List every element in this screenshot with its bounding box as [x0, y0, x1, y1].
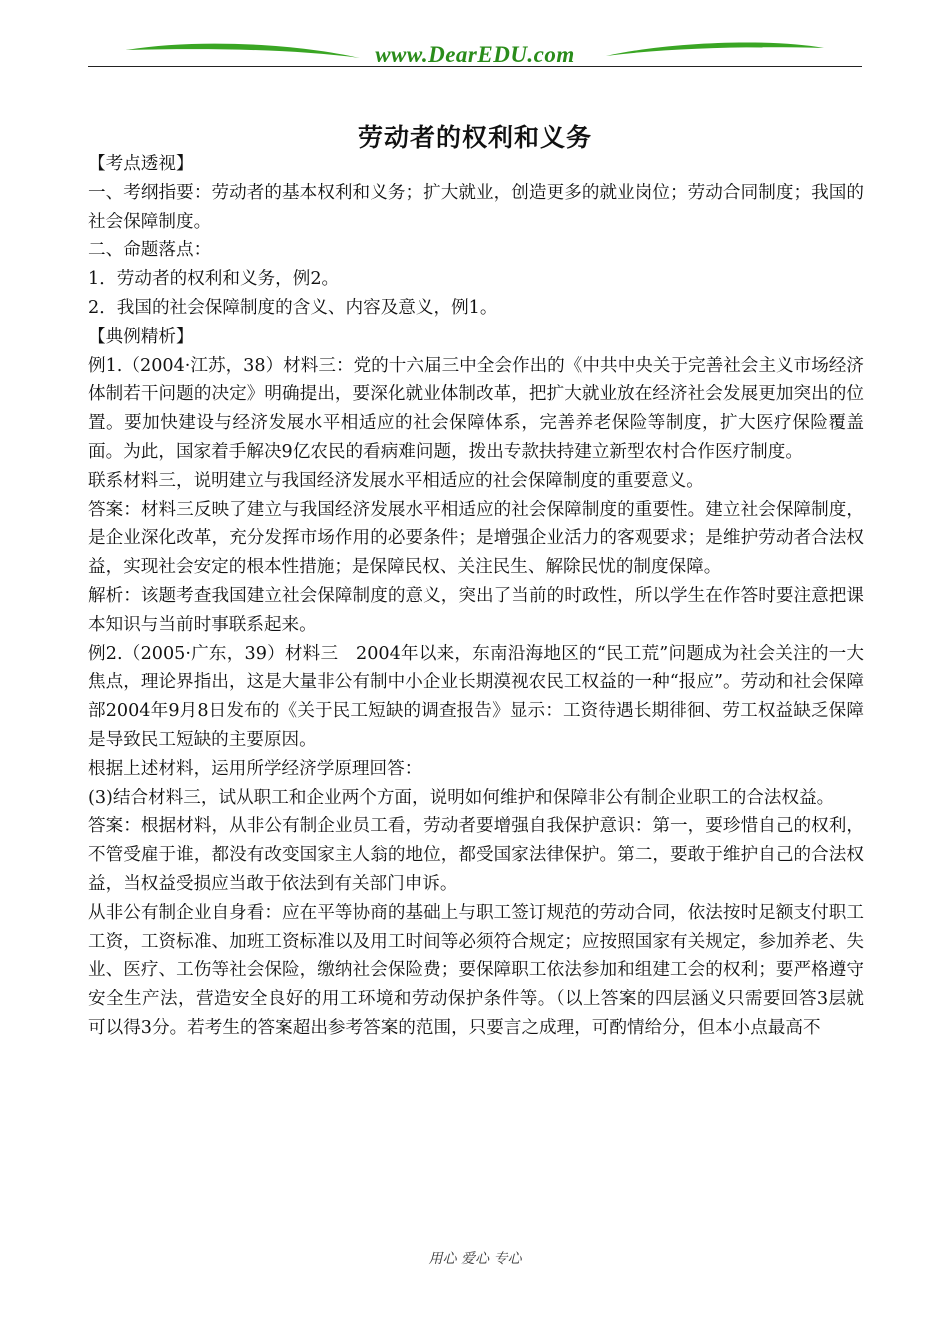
paragraph: 答案：根据材料，从非公有制企业员工看，劳动者要增强自我保护意识：第一，要珍惜自己的权利，不管受雇于谁，都没有改变国家主人翁的地位，都受国家法律保护。第二，要敢于维护自己的合法权益，当权益受损应当敢于依法到有关部门申诉。: [88, 816, 864, 894]
paragraph: 例2.（2005·广东，39）材料三 2004年以来，东南沿海地区的“民工荒”问题成为社会关注的一大焦点，理论界指出，这是大量非公有制中小企业长期漠视农民工权益的一种“报应”。劳动和社会保障部2004年9月8日发布的《关于民工短缺的调查报告》显示：工资待遇长期徘徊、劳工权益缺乏保障是导致民工短缺的主要原因。: [88, 643, 864, 750]
paragraph: 根据上述材料，运用所学经济学原理回答：: [88, 758, 423, 779]
paragraph: 【典例精析】: [88, 326, 194, 347]
page-footer: 用心 爱心 专心: [428, 1251, 522, 1267]
page-header: [88, 36, 862, 70]
document-body: [88, 150, 864, 1043]
paragraph: (3)结合材料三，试从职工和企业两个方面，说明如何维护和保障非公有制企业职工的合法权益。: [88, 787, 835, 808]
paragraph: 解析：该题考查我国建立社会保障制度的意义，突出了当前的时政性，所以学生在作答时要注意把课本知识与当前时事联系起来。: [88, 585, 864, 635]
paragraph: 联系材料三，说明建立与我国经济发展水平相适应的社会保障制度的重要意义。: [88, 470, 704, 491]
document-title: 劳动者的权利和义务: [357, 123, 592, 152]
paragraph: 1．劳动者的权利和义务，例2。: [88, 269, 340, 290]
paragraph: 答案：材料三反映了建立与我国经济发展水平相适应的社会保障制度的重要性。建立社会保障制度，是企业深化改革，充分发挥市场作用的必要条件；是增强企业活力的客观要求；是维护劳动者合法权益，实现社会安定的根本性措施；是保障民权、关注民生、解除民忧的制度保障。: [88, 499, 864, 578]
paragraph: 【考点透视】: [88, 154, 194, 174]
paragraph: 2．我国的社会保障制度的含义、内容及意义，例1。: [88, 297, 498, 318]
paragraph: 从非公有制企业自身看：应在平等协商的基础上与职工签订规范的劳动合同，依法按时足额支付职工工资，工资标准、加班工资标准以及用工时间等必须符合规定；应按照国家有关规定，参加养老、失业、医疗、工伤等社会保险，缴纳社会保险费；要保障职工依法参加和组建工会的权利；要严格遵守安全生产法，营造安全良好的用工环境和劳动保护条件等。（以上答案的四层涵义只需要回答3层就可以得3分。若考生的答案超出参考答案的范围，只要言之成理，可酌情给分，但本小点最高不: [88, 902, 864, 1038]
paragraph: 例1.（2004·江苏，38）材料三：党的十六届三中全会作出的《中共中央关于完善社会主义市场经济体制若干问题的决定》明确提出，要深化就业体制改革，把扩大就业放在经济社会发展更加突出的位置。要加快建设与经济发展水平相适应的社会保障体系，完善养老保险等制度，扩大医疗保险覆盖面。为此，国家着手解决9亿农民的看病难问题，拨出专款扶持建立新型农村合作医疗制度。: [88, 355, 864, 462]
site-logo-text: www.DearEDU.com: [375, 42, 575, 67]
paragraph: 一、考纲指要：劳动者的基本权利和义务；扩大就业，创造更多的就业岗位；劳动合同制度；我国的社会保障制度。: [88, 182, 864, 232]
paragraph: 二、命题落点：: [88, 240, 212, 261]
header-divider: [88, 66, 862, 67]
